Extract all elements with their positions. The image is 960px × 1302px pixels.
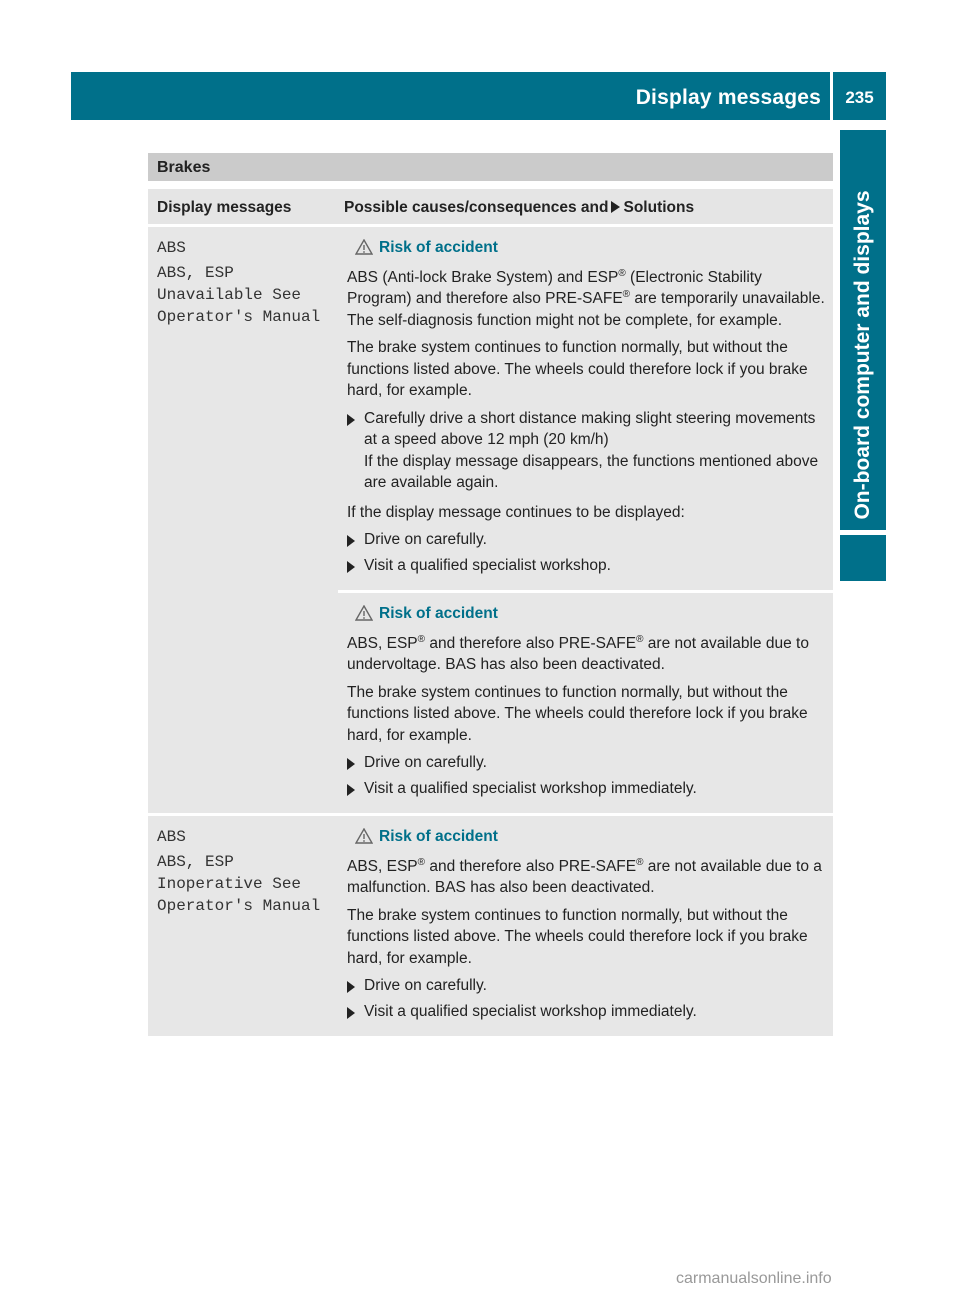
watermark: carmanualsonline.info (676, 1270, 832, 1287)
display-message-cell: ABS ABS, ESP Inoperative See Operator's Manual (157, 828, 321, 915)
paragraph: ABS, ESP® and therefore also PRE-SAFE® are not available due to a malfunction. BAS has also been deactivated. (347, 856, 822, 896)
side-tab-label: On-board computer and displays (851, 190, 874, 520)
arrow-bullet-icon (347, 1001, 364, 1023)
list-item: Drive on carefully. (347, 975, 825, 997)
list-item: Drive on carefully. (347, 752, 825, 774)
list-item: Drive on carefully. (347, 529, 825, 551)
page-section-title: Display messages (635, 86, 821, 109)
solution-block (338, 590, 833, 813)
paragraph: ABS (Anti-lock Brake System) and ESP® (Electronic Stability Program) and therefore also PRE-SAFE® are temporarily unavailable. The self-diagnosis function might not be complete, for example. (347, 267, 825, 329)
side-tab-marker (840, 535, 886, 581)
arrow-bullet-icon (347, 408, 364, 494)
arrow-bullet-icon (347, 529, 364, 551)
display-message-cell: ABS ABS, ESP Unavailable See Operator's Manual (157, 239, 321, 326)
arrow-bullet-icon (347, 975, 364, 997)
solution-block (338, 816, 833, 1036)
arrow-bullet-icon (347, 752, 364, 774)
page-number: 235 (845, 88, 874, 107)
paragraph: The brake system continues to function normally, but without the functions listed above. The wheels could therefore lock if you brake hard, for example. (347, 906, 808, 967)
column-header-solutions: Possible causes/consequences and Solutions (344, 199, 695, 216)
warning-triangle-icon (355, 605, 373, 621)
table-row (148, 816, 833, 1036)
list-item: Visit a qualified specialist workshop immediately. (347, 778, 825, 800)
paragraph: The brake system continues to function normally, but without the functions listed above. The wheels could therefore lock if you brake hard, for example. (347, 683, 808, 744)
solution-block (338, 227, 833, 590)
table-header (148, 189, 833, 224)
arrow-bullet-icon (347, 555, 364, 577)
list-item: Visit a qualified specialist workshop immediately. (347, 1001, 825, 1023)
section-title: Brakes (148, 153, 833, 181)
list-item: Visit a qualified specialist workshop. (347, 555, 825, 577)
warning-triangle-icon (355, 828, 373, 844)
risk-heading: Risk of accident (347, 826, 825, 848)
warning-triangle-icon (355, 239, 373, 255)
table-row (148, 227, 833, 813)
column-header-messages: Display messages (157, 199, 292, 216)
risk-heading: Risk of accident (347, 237, 825, 259)
risk-heading: Risk of accident (347, 603, 825, 625)
arrow-right-icon (611, 201, 620, 213)
display-messages-table (148, 189, 833, 1039)
solutions-cell (338, 227, 833, 813)
paragraph: If the display message continues to be displayed: (347, 503, 685, 521)
paragraph: The brake system continues to function normally, but without the functions listed above. The wheels could therefore lock if you brake hard, for example. (347, 339, 808, 399)
solutions-cell (338, 816, 833, 1036)
paragraph: ABS, ESP® and therefore also PRE-SAFE® are not available due to undervoltage. BAS has also been deactivated. (347, 633, 809, 673)
list-item: Carefully drive a short distance making slight steering movements at a speed above 12 mph (20 km/h) If the display message disappears, the functions mentioned above are available again. (347, 408, 825, 494)
arrow-bullet-icon (347, 778, 364, 800)
